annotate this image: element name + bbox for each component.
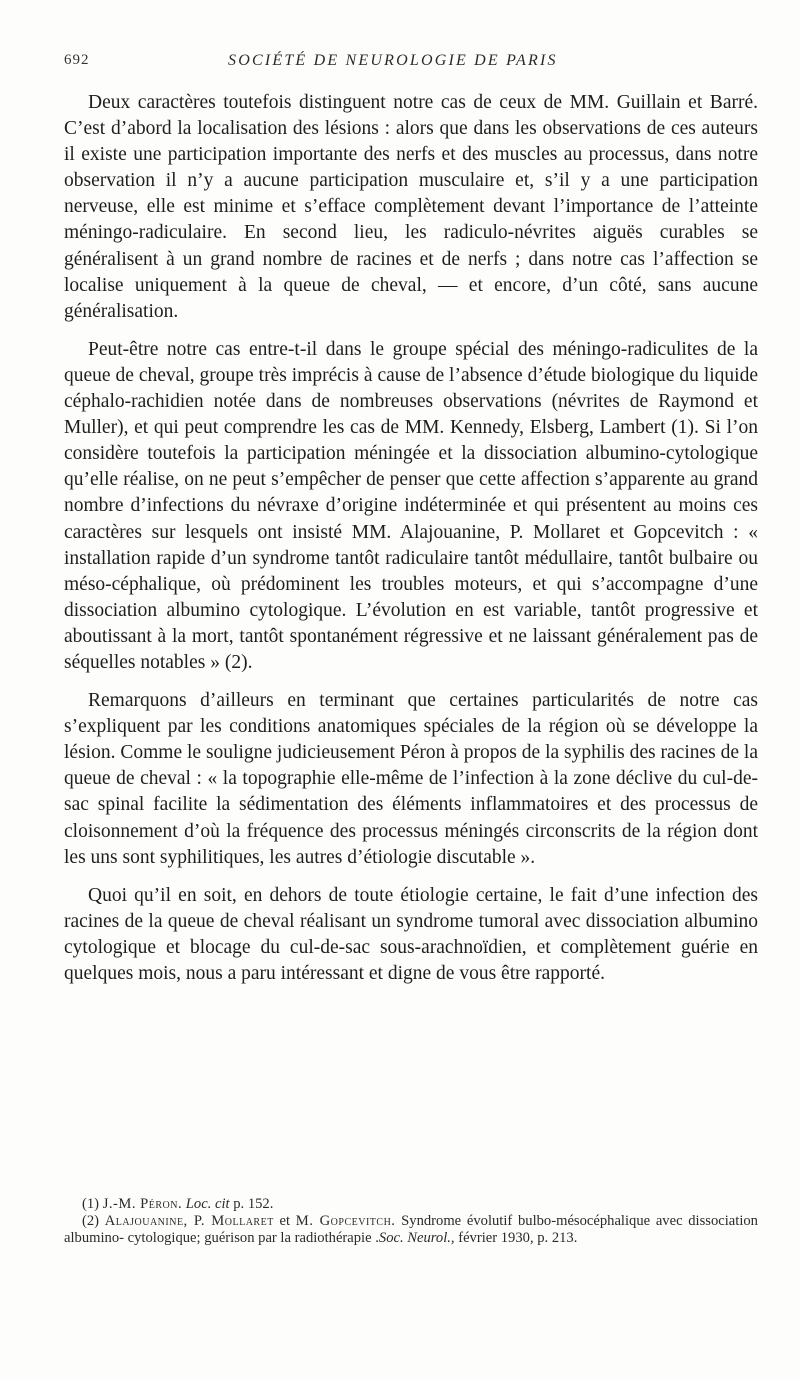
footnote-author: J.-M. Péron. [102,1196,183,1212]
page-number: 692 [64,52,90,68]
footnote-pages: p. 152. [233,1196,274,1212]
body-text [64,90,758,999]
footnote-journal: Soc. Neurol., [378,1230,455,1246]
paragraph: Deux caractères toutefois distinguent notre cas de ceux de MM. Guillain et Barré. C’est d’abord la localisation des lésions : alors que dans les observations de ces auteurs il existe une participation importante des nerfs et des muscles au processus, dans notre observation il n’y a aucune participation musculaire et, s’il y a une participation nerveuse, elle est minime et s’efface complètement devant l’importance de l’atteinte méningo-radiculaire. En second lieu, les radiculo-névrites aiguës curables se généralisent à un grand nombre de racines et de nerfs ; dans notre cas l’affection se localise uniquement à la queue de cheval, — et encore, d’un côté, sans aucune généralisation. [64,92,758,322]
footnote-date: février 1930, p. 213. [458,1230,578,1246]
footnote-authors: Alajouanine, P. Mollaret [104,1213,274,1229]
page-header [64,52,756,76]
paragraph: Peut-être notre cas entre-t-il dans le groupe spécial des méningo-radiculites de la queue de cheval, groupe très imprécis à cause de l’absence d’étude biologique du liquide céphalo-rachidien notée dans de nombreuses observations (névrites de Raymond et Muller), et qui peut comprendre les cas de MM. Kennedy, Elsberg, Lambert (1). Si l’on considère toutefois la participation méningée et la dissociation albumino-cytologique qu’elle réalise, on ne peut s’empêcher de penser que cette affection s’apparente au grand nombre d’infections du névraxe d’origine indéterminée et qui présentent au moins ces caractères sur lesquels ont insisté MM. Alajouanine, P. Mollaret et Gopcevitch : « installation rapide d’un syndrome tantôt radiculaire tantôt médullaire, tantôt bulbaire ou méso-céphalique, où prédominent les troubles moteurs, et qui s’accompagne d’une dissociation albumino cytologique. L’évolution en est variable, tantôt progressive et aboutissant à la mort, tantôt spontanément régressive et ne laissant généralement pas de séquelles notables » (2). [64,338,758,673]
paragraph: Remarquons d’ailleurs en terminant que certaines particularités de notre cas s’expliquent par les conditions anatomiques spéciales de la région où se développe la lésion. Comme le souligne judicieusement Péron à propos de la syphilis des racines de la queue de cheval : « la topographie elle-même de l’infection à la zone déclive du cul-de-sac spinal facilite la sédimentation des éléments inflammatoires et des processus de cloisonnement d’où la fréquence des processus méningés circonscrits de la région dont les uns sont syphilitiques, les autres d’étiologie discutable ». [64,690,758,868]
footnote-marker: (1) [82,1196,100,1212]
footnotes [64,1196,758,1247]
footnote-conjunction: et [279,1213,291,1229]
footnote-2 [64,1213,758,1247]
running-title: SOCIÉTÉ DE NEUROLOGIE DE PARIS [228,52,558,69]
footnote-title: Syndrome évolutif bulbo-mésocéphalique avec dissociation albumino- cytologique; guérison par la radiothérapie . [64,1213,758,1246]
footnote-marker: (2) [82,1213,100,1229]
footnote-author: M. Gopcevitch. [295,1213,396,1229]
footnote-1 [64,1196,758,1213]
paragraph: Quoi qu’il en soit, en dehors de toute étiologie certaine, le fait d’une infection des racines de la queue de cheval réalisant un syndrome tumoral avec dissociation albumino cytologique et blocage du cul-de-sac sous-arachnoïdien, et complètement guérie en quelques mois, nous a paru intéressant et digne de vous être rapporté. [64,884,758,984]
footnote-ref: Loc. cit [185,1196,230,1212]
